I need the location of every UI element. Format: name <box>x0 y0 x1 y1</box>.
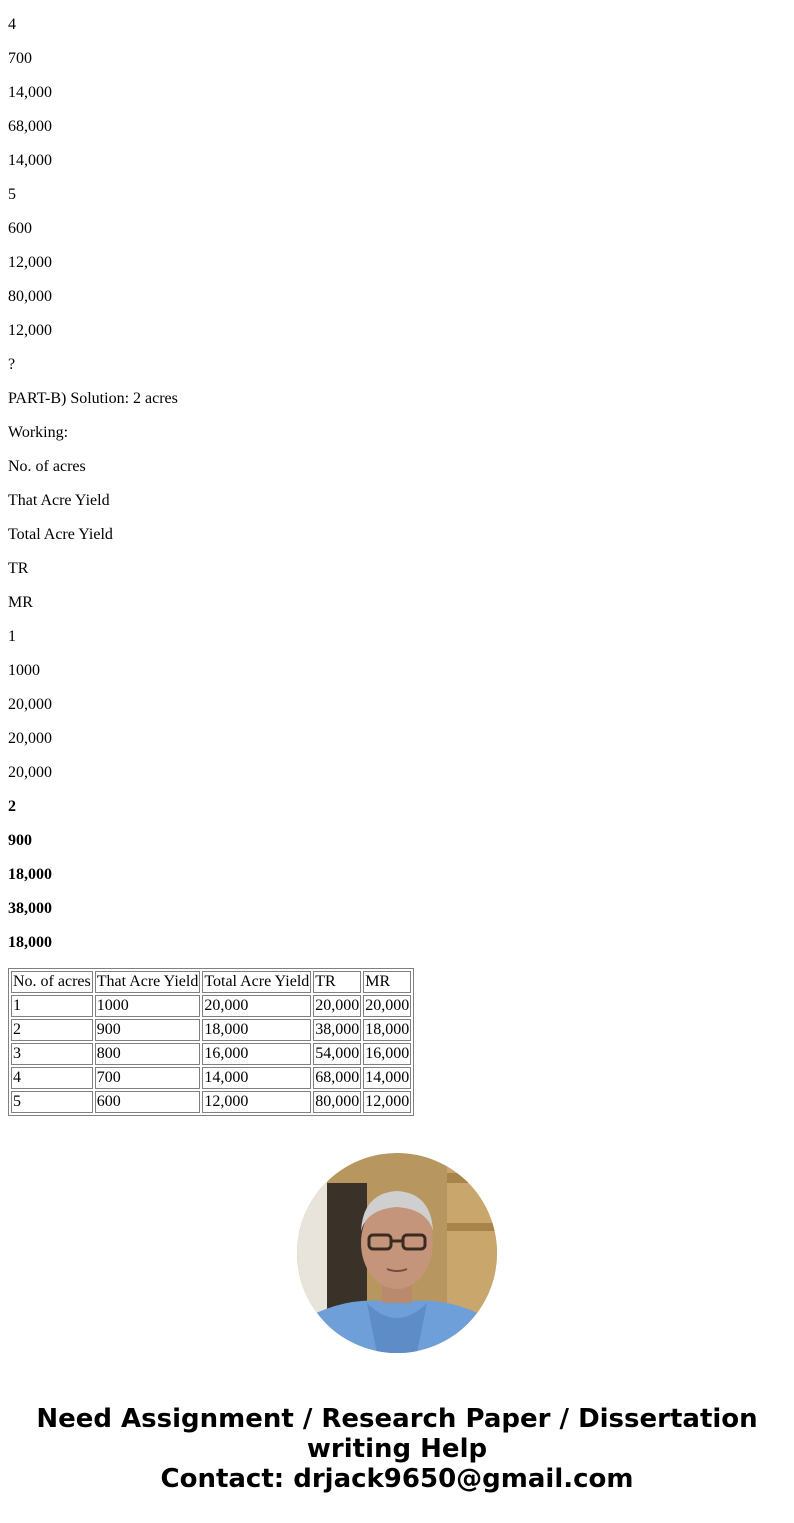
text-line: No. of acres <box>8 458 86 475</box>
table-cell: 600 <box>95 1091 201 1113</box>
text-line: Total Acre Yield <box>8 526 113 543</box>
text-line: 5 <box>8 186 16 203</box>
table-header-cell: That Acre Yield <box>95 971 201 993</box>
text-line: Working: <box>8 424 69 441</box>
table-row <box>11 1043 411 1065</box>
author-avatar <box>297 1153 497 1353</box>
text-line: 18,000 <box>8 866 52 883</box>
table-cell: 38,000 <box>313 1019 361 1041</box>
table-header-row <box>11 971 411 993</box>
table-cell: 20,000 <box>363 995 411 1017</box>
text-line: 18,000 <box>8 934 52 951</box>
text-line: 12,000 <box>8 254 52 271</box>
text-line: 20,000 <box>8 696 52 713</box>
text-line: 12,000 <box>8 322 52 339</box>
table-cell: 2 <box>11 1019 93 1041</box>
table-row <box>11 1091 411 1113</box>
table-cell: 800 <box>95 1043 201 1065</box>
table-cell: 12,000 <box>202 1091 311 1113</box>
text-line: 14,000 <box>8 84 52 101</box>
text-line: 2 <box>8 798 16 815</box>
text-line: 600 <box>8 220 32 237</box>
text-line: 1000 <box>8 662 40 679</box>
table-cell: 14,000 <box>202 1067 311 1089</box>
table-cell: 16,000 <box>202 1043 311 1065</box>
text-line: 80,000 <box>8 288 52 305</box>
promo-banner <box>0 1404 794 1494</box>
author-photo <box>297 1153 497 1353</box>
table-cell: 4 <box>11 1067 93 1089</box>
table-cell: 20,000 <box>202 995 311 1017</box>
promo-line-1: Need Assignment / Research Paper / Dissertation <box>36 1404 758 1434</box>
text-line: 1 <box>8 628 16 645</box>
table-cell: 16,000 <box>363 1043 411 1065</box>
table-cell: 12,000 <box>363 1091 411 1113</box>
table-cell: 900 <box>95 1019 201 1041</box>
table-cell: 1000 <box>95 995 201 1017</box>
text-line: 4 <box>8 16 16 33</box>
table-cell: 18,000 <box>202 1019 311 1041</box>
text-line: 68,000 <box>8 118 52 135</box>
text-line: 20,000 <box>8 730 52 747</box>
table-cell: 1 <box>11 995 93 1017</box>
text-line: MR <box>8 594 33 611</box>
text-line: 700 <box>8 50 32 67</box>
text-line: TR <box>8 560 29 577</box>
table-cell: 18,000 <box>363 1019 411 1041</box>
document-body <box>8 0 786 1116</box>
table-header-cell: Total Acre Yield <box>202 971 311 993</box>
paragraph-list <box>8 0 786 952</box>
table-cell: 700 <box>95 1067 201 1089</box>
acre-yield-table <box>8 968 414 1116</box>
promo-contact: Contact: drjack9650@gmail.com <box>160 1464 634 1494</box>
table-row <box>11 995 411 1017</box>
table-cell: 54,000 <box>313 1043 361 1065</box>
table-row <box>11 1019 411 1041</box>
text-line: PART-B) Solution: 2 acres <box>8 390 178 407</box>
table-row <box>11 1067 411 1089</box>
text-line: 900 <box>8 832 32 849</box>
table-cell: 5 <box>11 1091 93 1113</box>
table-cell: 68,000 <box>313 1067 361 1089</box>
table-header-cell: MR <box>363 971 411 993</box>
table-cell: 3 <box>11 1043 93 1065</box>
text-line: That Acre Yield <box>8 492 110 509</box>
table-cell: 80,000 <box>313 1091 361 1113</box>
table-cell: 14,000 <box>363 1067 411 1089</box>
text-line: 38,000 <box>8 900 52 917</box>
text-line: 14,000 <box>8 152 52 169</box>
promo-line-2: writing Help <box>306 1434 488 1464</box>
table-cell: 20,000 <box>313 995 361 1017</box>
table-header-cell: TR <box>313 971 361 993</box>
table-header-cell: No. of acres <box>11 971 93 993</box>
text-line: ? <box>8 356 16 373</box>
text-line: 20,000 <box>8 764 52 781</box>
